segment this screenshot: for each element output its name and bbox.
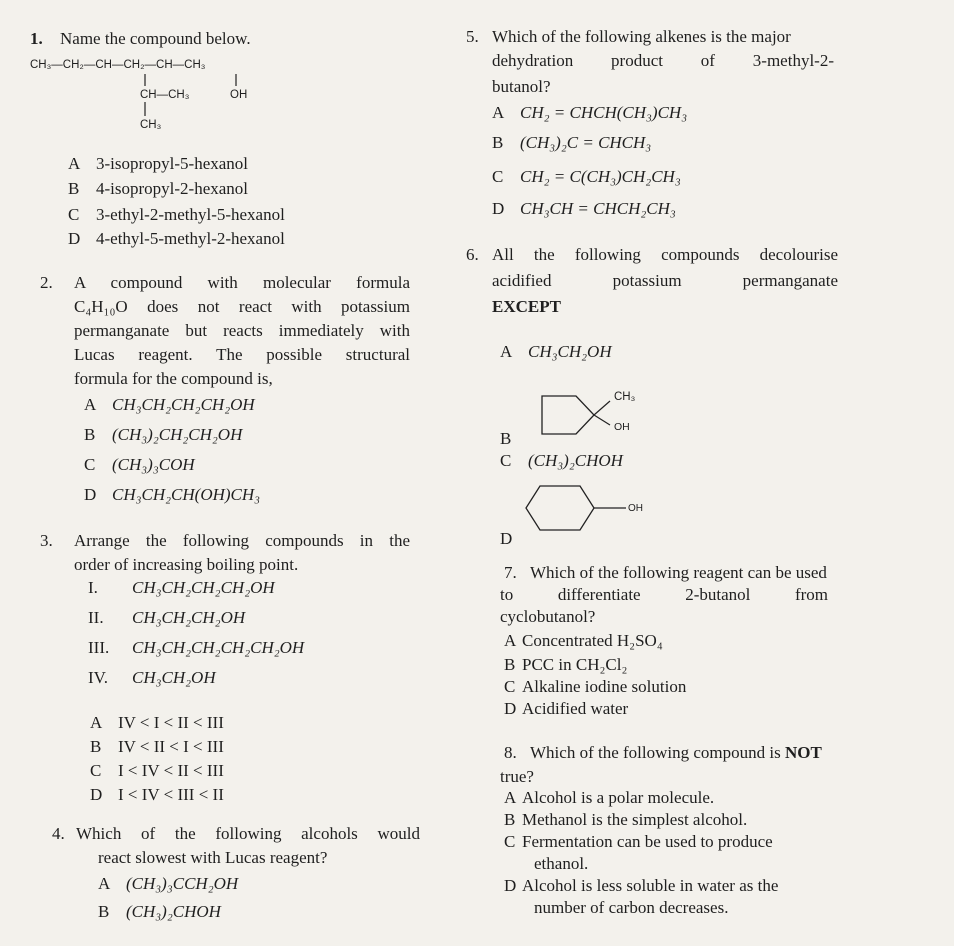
q1-stem: Name the compound below. bbox=[60, 29, 251, 48]
q6-number: 6. bbox=[466, 245, 479, 264]
q6-option-d: D bbox=[500, 529, 513, 548]
q2-line-3: permanganate but reacts immediately with bbox=[74, 321, 410, 340]
q6-line-2: acidified potassium permanganate bbox=[492, 271, 838, 290]
q1-branch: CH—CH₃ bbox=[140, 89, 190, 101]
q6-b-oh: OH bbox=[614, 421, 630, 433]
q2-line-2: C₄H₁₀O does not react with potassium bbox=[74, 297, 410, 316]
q3-option-d: D I < IV < III < II bbox=[90, 785, 224, 804]
q6-d-oh: OH bbox=[628, 503, 643, 514]
q8-option-d: D Alcohol is less soluble in water as the bbox=[504, 876, 779, 895]
q2-line-4: Lucas reagent. The possible structural bbox=[74, 345, 410, 364]
q7-line-3: cyclobutanol? bbox=[500, 607, 596, 626]
q6-emphasis-except: EXCEPT bbox=[492, 297, 561, 316]
q3-option-b: B IV < II < I < III bbox=[90, 737, 224, 756]
q7-number: 7. bbox=[504, 563, 517, 582]
q8-option-d-cont: number of carbon decreases. bbox=[534, 898, 729, 917]
q3-option-c: C I < IV < II < III bbox=[90, 761, 224, 780]
q1-option-a: A 3-isopropyl-5-hexanol bbox=[68, 154, 249, 173]
q5-line-3: butanol? bbox=[492, 77, 551, 96]
q5-line-2: dehydration product of 3-methyl-2- bbox=[492, 51, 834, 70]
q4-line-2: react slowest with Lucas reagent? bbox=[98, 848, 328, 867]
q1-bottom-ch3: CH₃ bbox=[140, 119, 162, 131]
q4-option-b: B (CH₃)₂CHOH bbox=[98, 902, 221, 921]
q2-option-c: C (CH₃)₃COH bbox=[84, 455, 195, 474]
q7-line-1: Which of the following reagent can be used bbox=[530, 563, 827, 582]
q7-option-d: D Acidified water bbox=[504, 699, 629, 718]
q2-option-b: B (CH₃)₂CH₂CH₂OH bbox=[84, 425, 243, 444]
q1-option-b: B 4-isopropyl-2-hexanol bbox=[68, 179, 249, 198]
q3-item-2: II. CH₃CH₂CH₂OH bbox=[88, 608, 246, 627]
q8-stem-start: Which of the following compound is bbox=[530, 743, 781, 762]
q8-option-c-cont: ethanol. bbox=[534, 854, 589, 873]
q1-main-chain: CH₃—CH₂—CH—CH₂—CH—CH₃ bbox=[30, 59, 206, 71]
q2-line-5: formula for the compound is, bbox=[74, 369, 273, 388]
q3-option-a: A IV < I < II < III bbox=[90, 713, 224, 732]
q3-item-1: I. CH₃CH₂CH₂CH₂OH bbox=[88, 578, 275, 597]
q1-oh: OH bbox=[230, 89, 248, 101]
q1-option-c: C 3-ethyl-2-methyl-5-hexanol bbox=[68, 205, 285, 224]
q7-option-c: C Alkaline iodine solution bbox=[504, 677, 687, 696]
q3-item-3: III. CH₃CH₂CH₂CH₂CH₂OH bbox=[88, 638, 305, 657]
q7-line-2: to differentiate 2-butanol from bbox=[500, 585, 828, 604]
q8-emphasis-not: NOT bbox=[784, 743, 822, 762]
q1-number: 1. bbox=[30, 29, 43, 48]
q1-bond-lines bbox=[0, 0, 470, 140]
q3-item-4: IV. CH₃CH₂OH bbox=[88, 668, 216, 687]
q6-b-ch3: CH₃ bbox=[614, 391, 636, 403]
q8-option-b: B Methanol is the simplest alcohol. bbox=[504, 810, 748, 829]
q7-option-a: A Concentrated H₂SO₄ bbox=[504, 631, 663, 650]
q6-option-c: C (CH₃)₂CHOH bbox=[500, 451, 623, 470]
q5-option-a: A CH₂ = CHCH(CH₃)CH₃ bbox=[492, 103, 688, 122]
q3-line-2: order of increasing boiling point. bbox=[74, 555, 299, 574]
q7-option-b: B PCC in CH₂Cl₂ bbox=[504, 655, 628, 674]
q5-option-c: C CH₂ = C(CH₃)CH₂CH₃ bbox=[492, 167, 681, 186]
q2-line-1: A compound with molecular formula bbox=[74, 273, 410, 292]
q5-option-b: B (CH₃)₂C = CHCH₃ bbox=[492, 133, 652, 152]
q2-number: 2. bbox=[40, 273, 53, 292]
q8-option-c: C Fermentation can be used to produce bbox=[504, 832, 773, 851]
q4-line-1: Which of the following alcohols would bbox=[76, 824, 420, 843]
q2-option-d: D CH₃CH₂CH(OH)CH₃ bbox=[84, 485, 261, 504]
q8-option-a: A Alcohol is a polar molecule. bbox=[504, 788, 715, 807]
q4-option-a: A (CH₃)₃CCH₂OH bbox=[98, 874, 239, 893]
q3-line-1: Arrange the following compounds in the bbox=[74, 531, 410, 550]
q8-number: 8. bbox=[504, 743, 517, 762]
q6-line-1: All the following compounds decolourise bbox=[492, 245, 838, 264]
q8-stem bbox=[530, 742, 822, 764]
q3-number: 3. bbox=[40, 531, 53, 550]
q8-stem-end: true? bbox=[500, 767, 534, 786]
q4-number: 4. bbox=[52, 824, 65, 843]
q5-number: 5. bbox=[466, 27, 479, 46]
q5-line-1: Which of the following alkenes is the major bbox=[492, 27, 791, 46]
q2-option-a: A CH₃CH₂CH₂CH₂OH bbox=[84, 395, 255, 414]
q1-option-d: D 4-ethyl-5-methyl-2-hexanol bbox=[68, 229, 285, 248]
q5-option-d: D CH₃CH = CHCH₂CH₃ bbox=[492, 199, 676, 218]
q6-option-b: B bbox=[500, 429, 512, 448]
q6-option-a: A CH₃CH₂OH bbox=[500, 342, 612, 361]
